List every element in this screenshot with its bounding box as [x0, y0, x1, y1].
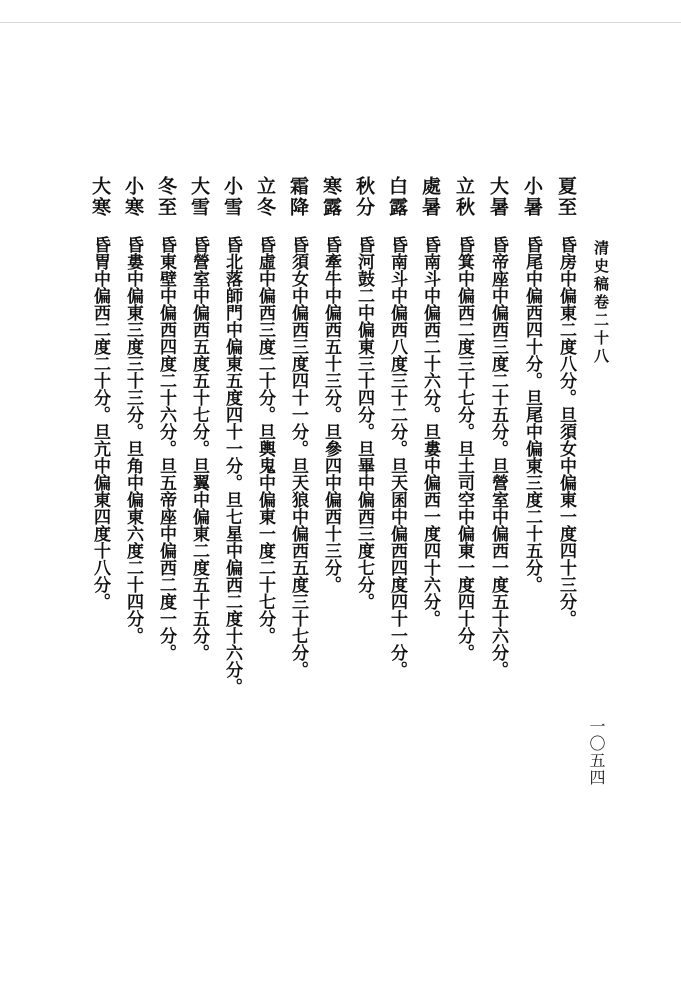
text-column	[152, 176, 180, 696]
star-entry: 昏胃中偏西二度二十分。旦亢中偏東四度十八分。	[90, 236, 110, 610]
solar-term: 冬至	[155, 176, 177, 218]
star-entry: 昏牽牛中偏西五十三分。旦參四中偏西十三分。	[321, 236, 341, 593]
solar-term: 立秋	[453, 176, 475, 218]
solar-term: 白露	[386, 176, 408, 218]
running-header: 清史稿卷二十八	[592, 240, 610, 366]
solar-term: 小寒	[122, 176, 144, 218]
solar-term: 大雪	[188, 176, 210, 218]
text-column	[552, 176, 580, 696]
solar-term: 寒露	[320, 176, 342, 218]
star-entry: 昏北落師門中偏東五度四十一分。旦七星中偏西二度十六分。	[222, 236, 242, 695]
text-column	[185, 176, 213, 696]
star-entry: 昏東壁中偏西四度二十六分。旦五帝座中偏西二度一分。	[156, 236, 176, 661]
text-column	[484, 176, 512, 696]
solar-term: 小暑	[521, 176, 543, 218]
text-column	[350, 176, 378, 696]
solar-term: 霜降	[287, 176, 309, 218]
scan-edge-line	[0, 22, 681, 23]
solar-term: 大寒	[89, 176, 111, 218]
star-entry: 昏須女中偏西三度四十一分。旦天狼中偏西五度三十七分。	[288, 236, 308, 678]
solar-term: 處暑	[419, 176, 441, 218]
solar-term: 秋分	[353, 176, 375, 218]
text-column	[251, 176, 279, 696]
text-column	[218, 176, 246, 696]
star-entry: 昏南斗中偏西八度三十二分。旦天囷中偏西四度四十一分。	[387, 236, 407, 678]
star-entry: 昏箕中偏西二度三十七分。旦土司空中偏東一度四十分。	[454, 236, 474, 661]
text-column	[317, 176, 345, 696]
text-column	[86, 176, 114, 696]
solar-term: 小雪	[221, 176, 243, 218]
text-column	[450, 176, 478, 696]
page-number: 一〇五四	[587, 718, 606, 786]
star-entry: 昏帝座中偏西三度二十五分。旦營室中偏西一度五十六分。	[488, 236, 508, 678]
star-entry: 昏婁中偏東三度三十三分。旦角中偏東六度二十四分。	[123, 236, 143, 644]
solar-term: 大暑	[487, 176, 509, 218]
star-entry: 昏虛中偏西三度二十分。旦輿鬼中偏東一度二十七分。	[255, 236, 275, 644]
solar-term: 立冬	[254, 176, 276, 218]
solar-term: 夏至	[555, 176, 577, 218]
text-column	[416, 176, 444, 696]
star-entry: 昏營室中偏西五度五十七分。旦翼中偏東二度五十五分。	[189, 236, 209, 661]
text-column	[119, 176, 147, 696]
text-column	[284, 176, 312, 696]
text-column	[383, 176, 411, 696]
text-column	[518, 176, 546, 696]
star-entry: 昏房中偏東二度八分。旦須女中偏東一度四十三分。	[556, 236, 576, 627]
star-entry: 昏河鼓二中偏東三十四分。旦畢中偏西三度七分。	[354, 236, 374, 610]
star-entry: 昏南斗中偏西二十六分。旦婁中偏西一度四十六分。	[420, 236, 440, 627]
star-entry: 昏尾中偏西四十分。旦尾中偏東三度二十五分。	[522, 236, 542, 593]
